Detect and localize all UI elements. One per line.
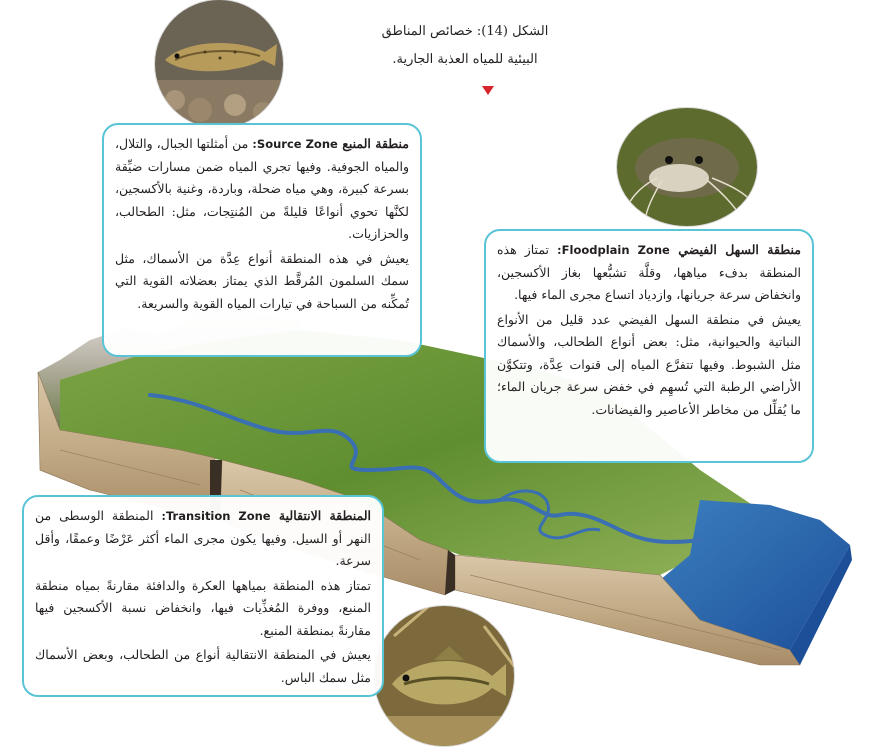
floodplain-zone-box — [484, 229, 814, 463]
floodplain-zone-title-ar: منطقة السهل الفيضي — [678, 242, 802, 257]
transition-zone-para-3: يعيش في المنطقة الانتقالية أنواع من الطحالب، وبعض الأسماك مثل سمك الباس. — [35, 647, 371, 685]
source-zone-title: منطقة المنبع Source Zone: — [252, 136, 409, 151]
source-zone-para-1 — [115, 133, 409, 246]
transition-zone-para-1 — [35, 505, 371, 573]
catfish-photo — [617, 108, 757, 226]
figure-caption — [360, 18, 570, 74]
floodplain-zone-para-1 — [497, 239, 801, 307]
floodplain-zone-para-2: يعيش في منطقة السهل الفيضي عدد قليل من الأنواع النباتية والحيوانية، مثل: بعض أنواع الطحالب، والأسماك مثل الشبوط. وفيها تتفرَّع المياه إلى قنوات عِدَّة، وتتكوَّن الأراضي الرطبة التي تُسهِم في خفض سرعة جريان الماء؛ ما يُقلِّل من مخاطر الأعاصير والفيضانات. — [497, 311, 801, 417]
source-zone-title-en: Source Zone — [256, 137, 338, 151]
caption-line-2: البيئية للمياه العذبة الجارية. — [392, 52, 538, 67]
transition-zone-box — [22, 495, 384, 697]
floodplain-zone-title: منطقة السهل الفيضي Floodplain Zone: — [557, 242, 802, 257]
source-zone-para-2: يعيش في هذه المنطقة أنواع عِدَّة من الأسماك، مثل سمك السلمون المُرقَّط الذي يمتاز بعضلاته القوية التي تُمكِّنه من السباحة في تيارات المياه القوية والسريعة. — [115, 250, 409, 311]
source-zone-text-1: من أمثلتها الجبال، والتلال، والمياه الجوفية. وفيها تجري المياه ضمن مسارات ضيِّقة بسرعة كبيرة، وهي مياه ضحلة، وباردة، وغنية بالأكسجين، لكنَّها تحوي أنواعًا قليلةً من المُنتِجات، مثل: الطحالب، والحزازيات. — [115, 136, 409, 241]
transition-zone-title: المنطقة الانتقالية Transition Zone: — [161, 508, 371, 523]
source-zone-title-ar: منطقة المنبع — [342, 136, 409, 151]
floodplain-zone-text-1: تمتاز هذه المنطقة بدفء مياهها، وقلَّة تشبُّعها بغاز الأكسجين، وانخفاض سرعة جريانها، وازدياد اتساع مجرى الماء فيها. — [497, 242, 801, 302]
caption-pointer-arrow-icon — [482, 86, 494, 95]
source-zone-box — [102, 123, 422, 357]
transition-zone-para-2: تمتاز هذه المنطقة بمياهها العكرة والدافئة مقارنةً بمياه منطقة المنبع، ووفرة المُغذِّيات فيها، وانخفاض نسبة الأكسجين فيها مقارنةً بمنطقة المنبع. — [35, 577, 371, 638]
caption-line-1: الشكل (14): خصائص المناطق — [381, 24, 549, 39]
trout-photo — [155, 0, 283, 128]
bass-photo — [374, 606, 514, 746]
transition-zone-text-1: المنطقة الوسطى من النهر أو السيل. وفيها يكون مجرى الماء أكثر عَرْضًا وعمقًا، وأقل سرعة. — [35, 508, 371, 568]
transition-zone-title-en: Transition Zone — [165, 509, 271, 523]
floodplain-zone-title-en: Floodplain Zone — [561, 243, 670, 257]
transition-zone-title-ar: المنطقة الانتقالية — [278, 508, 371, 523]
